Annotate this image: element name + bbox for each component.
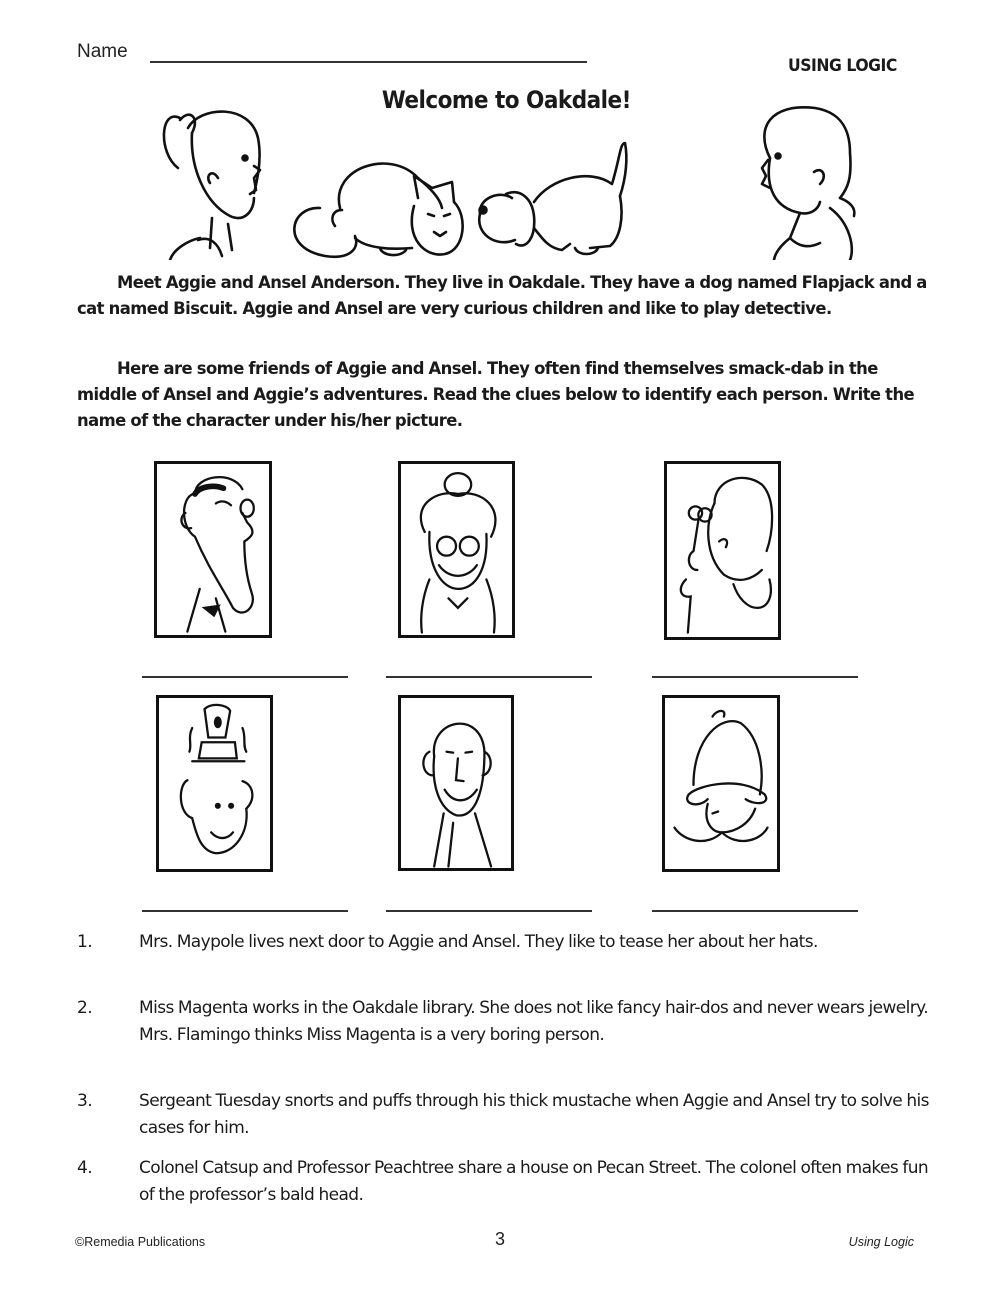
clue-3 — [77, 1088, 937, 1142]
page-title-text: Welcome to Oakdale! — [381, 86, 631, 114]
picture-frame-3 — [664, 461, 781, 640]
dog-icon — [479, 143, 626, 254]
clue-4 — [77, 1155, 937, 1209]
name-input-line[interactable] — [150, 61, 587, 63]
answer-line-2[interactable] — [386, 676, 592, 678]
bald-man-icon — [401, 698, 511, 868]
clue-text: Sergeant Tuesday snorts and puffs through his thick mustache when Aggie and Ansel try to solve his cases for him. — [139, 1091, 929, 1138]
clue-text: Miss Magenta works in the Oakdale library. She does not like fancy hair-dos and never wears jewelry. Mrs. Flamingo thinks Miss Magenta is a very boring person. — [139, 998, 929, 1045]
name-label: Name — [77, 41, 128, 62]
clue-2 — [77, 995, 937, 1049]
man-with-deerstalker-icon — [665, 698, 777, 869]
clue-text: Colonel Catsup and Professor Peachtree share a house on Pecan Street. The colonel often makes fun of the professor’s bald head. — [139, 1158, 929, 1205]
clue-text: Mrs. Maypole lives next door to Aggie and Ansel. They like to tease her about her hats. — [139, 932, 818, 952]
answer-line-3[interactable] — [652, 676, 858, 678]
picture-frame-5 — [398, 695, 514, 871]
woman-with-fancy-hat-icon — [159, 698, 270, 869]
picture-frame-1 — [154, 461, 272, 638]
woman-with-lorgnette-icon — [667, 464, 778, 637]
intro-paragraph-1-text: Meet Aggie and Ansel Anderson. They live in Oakdale. They have a dog named Flapjack and a cat named Biscuit. Aggie and Ansel are very curious children and like to play detective. — [77, 273, 927, 318]
girl-icon — [164, 112, 260, 260]
intro-paragraph-1 — [77, 270, 937, 322]
woman-with-glasses-icon — [401, 464, 512, 635]
footer-publisher: ©Remedia Publications — [75, 1235, 206, 1249]
header-illustration — [150, 98, 880, 260]
picture-frame-4 — [156, 695, 273, 872]
man-with-monocle-icon — [157, 464, 269, 635]
intro-paragraph-2-text: Here are some friends of Aggie and Ansel. They often find themselves smack-dab in the middle of Ansel and Aggie’s adventures. Read the clues below to identify each person. Write the name of the character under his/her picture. — [77, 359, 915, 430]
answer-line-4[interactable] — [142, 910, 348, 912]
boy-icon — [762, 107, 854, 260]
section-tag: USING LOGIC — [788, 56, 897, 76]
clue-number: 2. — [77, 998, 93, 1018]
clue-number: 4. — [77, 1158, 93, 1178]
footer-book-title: Using Logic — [848, 1235, 914, 1249]
answer-line-5[interactable] — [386, 910, 592, 912]
clue-1 — [77, 929, 937, 956]
footer-page-number: 3 — [494, 1229, 505, 1249]
answer-line-6[interactable] — [652, 910, 858, 912]
clue-number: 1. — [77, 932, 93, 952]
intro-paragraph-2 — [77, 356, 937, 434]
picture-frame-2 — [398, 461, 515, 638]
clue-number: 3. — [77, 1091, 93, 1111]
cat-icon — [294, 164, 462, 257]
picture-frame-6 — [662, 695, 780, 872]
answer-line-1[interactable] — [142, 676, 348, 678]
